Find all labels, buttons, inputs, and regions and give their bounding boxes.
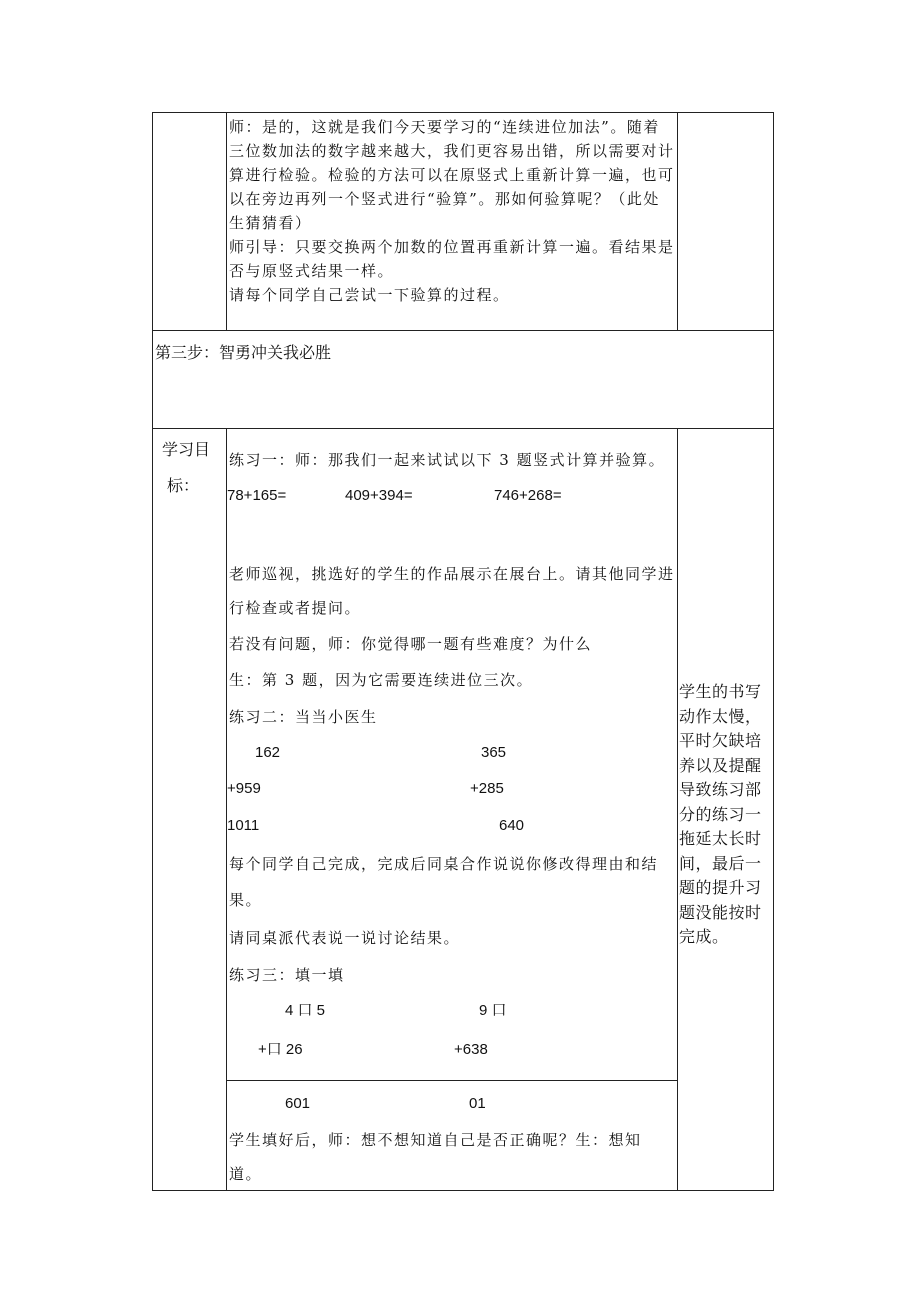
practice3-paragraph: 学生填好后，师：想不想知道自己是否正确呢？生：想知 xyxy=(229,1131,642,1149)
practice2-paragraph: 果。 xyxy=(229,891,263,909)
reflection-line: 养以及提醒 xyxy=(679,755,762,775)
col-divider-2-top xyxy=(677,112,678,331)
paragraph-line: 三位数加法的数字越来越大，我们更容易出错，所以需要对计 xyxy=(229,142,675,160)
learning-goal-label-line2: 标： xyxy=(167,476,200,495)
practice2-a-top: 162 xyxy=(255,744,281,761)
practice3-a-addend: +口 26 xyxy=(258,1041,303,1058)
table-bottom-border xyxy=(152,1190,774,1191)
reflection-line: 动作太慢， xyxy=(679,706,762,726)
reflection-line: 学生的书写 xyxy=(679,682,762,701)
practice3-a-result: 601 xyxy=(285,1095,311,1112)
practice3-b-addend: +638 xyxy=(454,1041,488,1058)
reflection-line: 完成。 xyxy=(679,927,729,946)
practice2-a-addend: +959 xyxy=(227,780,261,797)
table-left-border xyxy=(152,112,153,1191)
practice3-a-top: 4 口 5 xyxy=(285,1002,326,1019)
practice2-paragraph: 请同桌派代表说一说讨论结果。 xyxy=(229,929,461,947)
paragraph-line: 以在旁边再列一个竖式进行“验算”。那如何验算呢？（此处 xyxy=(229,190,660,208)
reflection-line: 间，最后一 xyxy=(679,853,762,873)
col-divider-2-bottom xyxy=(677,428,678,1191)
paragraph-line: 师引导：只要交换两个加数的位置再重新计算一遍。看结果是 xyxy=(229,238,675,256)
practice3-title: 练习三：填一填 xyxy=(229,966,345,984)
row-divider-2 xyxy=(152,428,774,429)
practice1-equation-1: 78+165= xyxy=(227,487,287,504)
paragraph-line: 否与原竖式结果一样。 xyxy=(229,262,395,280)
learning-goal-label-line1: 学习目 xyxy=(162,440,211,459)
reflection-line: 导致练习部 xyxy=(679,780,762,799)
reflection-note xyxy=(679,680,773,950)
row-divider-1 xyxy=(152,330,774,331)
practice1-paragraph: 老师巡视，挑选好的学生的作品展示在展台上。请其他同学进 xyxy=(229,565,675,583)
reflection-line: 题的提升习 xyxy=(679,878,762,897)
practice1-equation-3: 746+268= xyxy=(494,487,562,504)
practice2-b-result: 640 xyxy=(499,817,525,834)
reflection-line: 平时欠缺培 xyxy=(679,731,762,750)
table-right-border xyxy=(773,112,774,1191)
practice1-paragraph: 生：第 3 题，因为它需要连续进位三次。 xyxy=(229,671,534,689)
paragraph-line: 生猜猜看） xyxy=(229,214,312,232)
paragraph-line: 算进行检验。检验的方法可以在原竖式上重新计算一遍，也可 xyxy=(229,166,675,184)
practice2-b-addend: +285 xyxy=(470,780,504,797)
practice1-equation-2: 409+394= xyxy=(345,487,413,504)
practice1-paragraph: 若没有问题，师：你觉得哪一题有些难度？为什么 xyxy=(229,635,593,653)
practice2-a-result: 1011 xyxy=(227,817,260,834)
paragraph-line: 请每个同学自己尝试一下验算的过程。 xyxy=(229,286,510,304)
practice2-b-top: 365 xyxy=(481,744,507,761)
inner-result-divider xyxy=(226,1080,677,1081)
practice2-paragraph: 每个同学自己完成，完成后同桌合作说说你修改得理由和结 xyxy=(229,855,659,873)
practice2-title: 练习二：当当小医生 xyxy=(229,708,378,726)
practice3-paragraph: 道。 xyxy=(229,1165,263,1183)
col-divider-1-top xyxy=(226,112,227,331)
practice1-intro: 练习一：师：那我们一起来试试以下 3 题竖式计算并验算。 xyxy=(229,451,666,469)
reflection-line: 题没能按时 xyxy=(679,902,762,922)
table-top-border xyxy=(152,112,774,113)
col-divider-1-bottom xyxy=(226,428,227,1191)
practice3-b-top: 9 口 xyxy=(479,1002,507,1019)
practice3-b-result: 01 xyxy=(469,1095,486,1112)
practice1-paragraph: 行检查或者提问。 xyxy=(229,599,362,617)
paragraph-line: 师：是的，这就是我们今天要学习的“连续进位加法”。随着 xyxy=(229,118,660,136)
reflection-line: 分的练习一 xyxy=(679,804,762,824)
step3-title: 第三步：智勇冲关我必胜 xyxy=(155,343,332,362)
reflection-line: 拖延太长时 xyxy=(679,829,762,848)
